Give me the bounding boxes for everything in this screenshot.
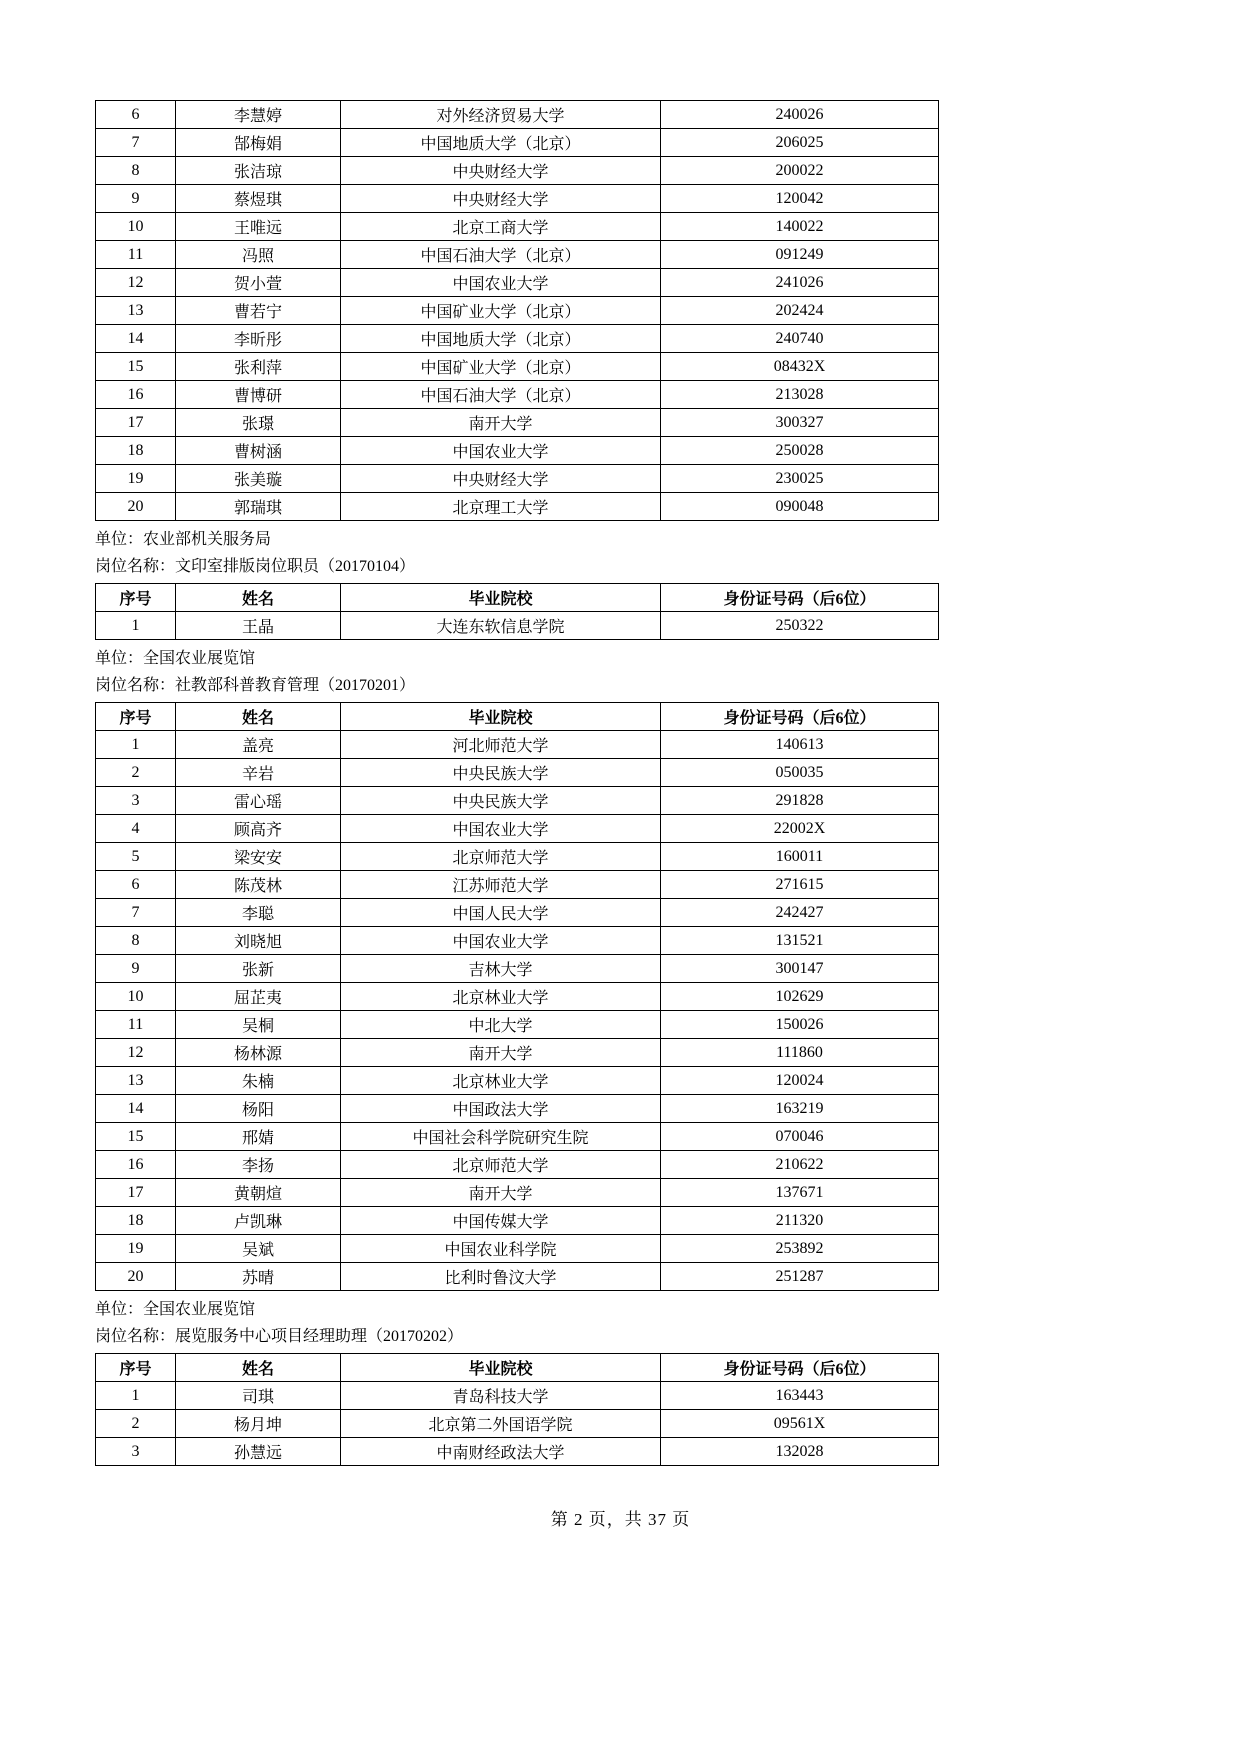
name-cell: 郜梅娟 xyxy=(176,129,341,157)
name-cell: 杨林源 xyxy=(176,1039,341,1067)
column-header: 毕业院校 xyxy=(341,1354,661,1382)
table-row xyxy=(96,409,939,437)
serial-cell: 19 xyxy=(96,1235,176,1263)
table-row xyxy=(96,1263,939,1291)
id-cell: 250322 xyxy=(661,612,939,640)
name-cell: 杨月坤 xyxy=(176,1410,341,1438)
serial-cell: 14 xyxy=(96,1095,176,1123)
school-cell: 中国人民大学 xyxy=(341,899,661,927)
school-cell: 北京师范大学 xyxy=(341,1151,661,1179)
name-cell: 司琪 xyxy=(176,1382,341,1410)
id-cell: 241026 xyxy=(661,269,939,297)
id-cell: 242427 xyxy=(661,899,939,927)
header-row xyxy=(96,703,939,731)
serial-cell: 6 xyxy=(96,101,176,129)
table-header xyxy=(96,584,939,612)
job-section xyxy=(95,521,938,640)
serial-cell: 4 xyxy=(96,815,176,843)
name-cell: 郭瑞琪 xyxy=(176,493,341,521)
school-cell: 吉林大学 xyxy=(341,955,661,983)
candidate-table xyxy=(95,583,939,640)
school-cell: 北京第二外国语学院 xyxy=(341,1410,661,1438)
name-cell: 顾高齐 xyxy=(176,815,341,843)
name-cell: 黄朝煊 xyxy=(176,1179,341,1207)
serial-cell: 9 xyxy=(96,185,176,213)
column-header: 序号 xyxy=(96,1354,176,1382)
name-cell: 孙慧远 xyxy=(176,1438,341,1466)
table-row xyxy=(96,843,939,871)
school-cell: 中国石油大学（北京） xyxy=(341,241,661,269)
serial-cell: 2 xyxy=(96,1410,176,1438)
serial-cell: 1 xyxy=(96,1382,176,1410)
table-row xyxy=(96,1410,939,1438)
name-cell: 辛岩 xyxy=(176,759,341,787)
school-cell: 中国农业大学 xyxy=(341,437,661,465)
name-cell: 卢凯琳 xyxy=(176,1207,341,1235)
school-cell: 中国社会科学院研究生院 xyxy=(341,1123,661,1151)
serial-cell: 16 xyxy=(96,1151,176,1179)
id-cell: 150026 xyxy=(661,1011,939,1039)
school-cell: 北京林业大学 xyxy=(341,983,661,1011)
name-cell: 王唯远 xyxy=(176,213,341,241)
id-cell: 230025 xyxy=(661,465,939,493)
school-cell: 中国政法大学 xyxy=(341,1095,661,1123)
name-cell: 张洁琼 xyxy=(176,157,341,185)
serial-cell: 16 xyxy=(96,381,176,409)
school-cell: 南开大学 xyxy=(341,1179,661,1207)
name-cell: 李聪 xyxy=(176,899,341,927)
id-cell: 163443 xyxy=(661,1382,939,1410)
serial-cell: 8 xyxy=(96,927,176,955)
id-cell: 163219 xyxy=(661,1095,939,1123)
job-section xyxy=(95,100,938,521)
school-cell: 北京工商大学 xyxy=(341,213,661,241)
serial-cell: 2 xyxy=(96,759,176,787)
serial-cell: 13 xyxy=(96,297,176,325)
name-cell: 冯照 xyxy=(176,241,341,269)
table-row xyxy=(96,1123,939,1151)
table-row xyxy=(96,465,939,493)
name-cell: 贺小萱 xyxy=(176,269,341,297)
serial-cell: 7 xyxy=(96,899,176,927)
id-cell: 102629 xyxy=(661,983,939,1011)
table-row xyxy=(96,787,939,815)
table-row xyxy=(96,1179,939,1207)
school-cell: 中国农业大学 xyxy=(341,815,661,843)
id-cell: 132028 xyxy=(661,1438,939,1466)
table-row xyxy=(96,241,939,269)
serial-cell: 13 xyxy=(96,1067,176,1095)
table-row xyxy=(96,899,939,927)
id-cell: 120042 xyxy=(661,185,939,213)
school-cell: 中南财经政法大学 xyxy=(341,1438,661,1466)
school-cell: 北京林业大学 xyxy=(341,1067,661,1095)
section-labels xyxy=(95,1291,938,1353)
unit-label: 单位：全国农业展览馆 xyxy=(95,1301,256,1318)
column-header: 序号 xyxy=(96,584,176,612)
id-cell: 251287 xyxy=(661,1263,939,1291)
table-row xyxy=(96,493,939,521)
serial-cell: 12 xyxy=(96,1039,176,1067)
section-labels xyxy=(95,640,938,702)
serial-cell: 9 xyxy=(96,955,176,983)
name-cell: 吴斌 xyxy=(176,1235,341,1263)
school-cell: 中国矿业大学（北京） xyxy=(341,353,661,381)
school-cell: 中国石油大学（北京） xyxy=(341,381,661,409)
page-footer: 第 2 页，共 37 页 xyxy=(550,1510,691,1529)
name-cell: 李扬 xyxy=(176,1151,341,1179)
table-row xyxy=(96,1039,939,1067)
school-cell: 中国地质大学（北京） xyxy=(341,129,661,157)
name-cell: 李慧婷 xyxy=(176,101,341,129)
table-body xyxy=(96,101,939,521)
table-row xyxy=(96,871,939,899)
id-cell: 091249 xyxy=(661,241,939,269)
serial-cell: 14 xyxy=(96,325,176,353)
table-header xyxy=(96,703,939,731)
name-cell: 张利萍 xyxy=(176,353,341,381)
school-cell: 中央财经大学 xyxy=(341,465,661,493)
job-section xyxy=(95,640,938,1291)
id-cell: 291828 xyxy=(661,787,939,815)
table-row xyxy=(96,1067,939,1095)
id-cell: 120024 xyxy=(661,1067,939,1095)
column-header: 姓名 xyxy=(176,584,341,612)
serial-cell: 11 xyxy=(96,1011,176,1039)
table-row xyxy=(96,101,939,129)
name-cell: 梁安安 xyxy=(176,843,341,871)
table-row xyxy=(96,955,939,983)
school-cell: 南开大学 xyxy=(341,1039,661,1067)
school-cell: 中央民族大学 xyxy=(341,787,661,815)
id-cell: 140613 xyxy=(661,731,939,759)
serial-cell: 15 xyxy=(96,353,176,381)
table-header xyxy=(96,1354,939,1382)
id-cell: 202424 xyxy=(661,297,939,325)
id-cell: 131521 xyxy=(661,927,939,955)
serial-cell: 10 xyxy=(96,983,176,1011)
id-cell: 206025 xyxy=(661,129,939,157)
serial-cell: 8 xyxy=(96,157,176,185)
serial-cell: 1 xyxy=(96,731,176,759)
school-cell: 中国农业科学院 xyxy=(341,1235,661,1263)
serial-cell: 11 xyxy=(96,241,176,269)
name-cell: 曹若宁 xyxy=(176,297,341,325)
serial-cell: 10 xyxy=(96,213,176,241)
table-row xyxy=(96,1151,939,1179)
name-cell: 杨阳 xyxy=(176,1095,341,1123)
column-header: 序号 xyxy=(96,703,176,731)
school-cell: 河北师范大学 xyxy=(341,731,661,759)
name-cell: 陈茂林 xyxy=(176,871,341,899)
name-cell: 张美璇 xyxy=(176,465,341,493)
name-cell: 吴桐 xyxy=(176,1011,341,1039)
table-body xyxy=(96,1382,939,1466)
candidate-table xyxy=(95,100,939,521)
position-label: 岗位名称：文印室排版岗位职员（20170104） xyxy=(95,558,416,575)
table-body xyxy=(96,731,939,1291)
name-cell: 张新 xyxy=(176,955,341,983)
school-cell: 中国矿业大学（北京） xyxy=(341,297,661,325)
serial-cell: 18 xyxy=(96,1207,176,1235)
id-cell: 240740 xyxy=(661,325,939,353)
id-cell: 211320 xyxy=(661,1207,939,1235)
column-header: 身份证号码（后6位） xyxy=(661,1354,939,1382)
table-row xyxy=(96,381,939,409)
school-cell: 比利时鲁汶大学 xyxy=(341,1263,661,1291)
school-cell: 中央财经大学 xyxy=(341,185,661,213)
name-cell: 蔡煜琪 xyxy=(176,185,341,213)
table-row xyxy=(96,983,939,1011)
table-row xyxy=(96,353,939,381)
school-cell: 对外经济贸易大学 xyxy=(341,101,661,129)
id-cell: 090048 xyxy=(661,493,939,521)
header-row xyxy=(96,584,939,612)
column-header: 姓名 xyxy=(176,1354,341,1382)
serial-cell: 19 xyxy=(96,465,176,493)
table-row xyxy=(96,1382,939,1410)
id-cell: 210622 xyxy=(661,1151,939,1179)
table-row xyxy=(96,213,939,241)
name-cell: 朱楠 xyxy=(176,1067,341,1095)
school-cell: 中国传媒大学 xyxy=(341,1207,661,1235)
serial-cell: 3 xyxy=(96,787,176,815)
id-cell: 200022 xyxy=(661,157,939,185)
table-row xyxy=(96,269,939,297)
school-cell: 中国农业大学 xyxy=(341,269,661,297)
table-row xyxy=(96,759,939,787)
position-label: 岗位名称：展览服务中心项目经理助理（20170202） xyxy=(95,1328,464,1345)
table-row xyxy=(96,185,939,213)
table-row xyxy=(96,1438,939,1466)
table-row xyxy=(96,731,939,759)
serial-cell: 12 xyxy=(96,269,176,297)
serial-cell: 7 xyxy=(96,129,176,157)
serial-cell: 6 xyxy=(96,871,176,899)
serial-cell: 3 xyxy=(96,1438,176,1466)
section-labels xyxy=(95,521,938,583)
id-cell: 213028 xyxy=(661,381,939,409)
column-header: 毕业院校 xyxy=(341,703,661,731)
school-cell: 中国地质大学（北京） xyxy=(341,325,661,353)
id-cell: 271615 xyxy=(661,871,939,899)
school-cell: 中北大学 xyxy=(341,1011,661,1039)
school-cell: 中央财经大学 xyxy=(341,157,661,185)
id-cell: 253892 xyxy=(661,1235,939,1263)
id-cell: 240026 xyxy=(661,101,939,129)
id-cell: 137671 xyxy=(661,1179,939,1207)
table-row xyxy=(96,1095,939,1123)
school-cell: 大连东软信息学院 xyxy=(341,612,661,640)
id-cell: 300147 xyxy=(661,955,939,983)
school-cell: 北京理工大学 xyxy=(341,493,661,521)
name-cell: 邢婧 xyxy=(176,1123,341,1151)
column-header: 毕业院校 xyxy=(341,584,661,612)
name-cell: 屈芷夷 xyxy=(176,983,341,1011)
serial-cell: 20 xyxy=(96,493,176,521)
name-cell: 张璟 xyxy=(176,409,341,437)
position-label: 岗位名称：社教部科普教育管理（20170201） xyxy=(95,677,416,694)
document-content xyxy=(95,100,938,1466)
column-header: 身份证号码（后6位） xyxy=(661,584,939,612)
id-cell: 22002X xyxy=(661,815,939,843)
name-cell: 王晶 xyxy=(176,612,341,640)
column-header: 姓名 xyxy=(176,703,341,731)
table-row xyxy=(96,297,939,325)
candidate-table xyxy=(95,1353,939,1466)
column-header: 身份证号码（后6位） xyxy=(661,703,939,731)
table-row xyxy=(96,437,939,465)
header-row xyxy=(96,1354,939,1382)
table-row xyxy=(96,927,939,955)
table-row xyxy=(96,1207,939,1235)
name-cell: 李昕彤 xyxy=(176,325,341,353)
unit-label: 单位：农业部机关服务局 xyxy=(95,531,272,548)
school-cell: 中国农业大学 xyxy=(341,927,661,955)
serial-cell: 18 xyxy=(96,437,176,465)
serial-cell: 17 xyxy=(96,1179,176,1207)
school-cell: 青岛科技大学 xyxy=(341,1382,661,1410)
name-cell: 盖亮 xyxy=(176,731,341,759)
id-cell: 250028 xyxy=(661,437,939,465)
serial-cell: 5 xyxy=(96,843,176,871)
table-row xyxy=(96,157,939,185)
id-cell: 09561X xyxy=(661,1410,939,1438)
unit-label: 单位：全国农业展览馆 xyxy=(95,650,256,667)
job-section xyxy=(95,1291,938,1466)
name-cell: 曹博研 xyxy=(176,381,341,409)
table-body xyxy=(96,612,939,640)
table-row xyxy=(96,1011,939,1039)
name-cell: 刘晓旭 xyxy=(176,927,341,955)
id-cell: 08432X xyxy=(661,353,939,381)
school-cell: 北京师范大学 xyxy=(341,843,661,871)
name-cell: 苏晴 xyxy=(176,1263,341,1291)
school-cell: 江苏师范大学 xyxy=(341,871,661,899)
serial-cell: 20 xyxy=(96,1263,176,1291)
id-cell: 140022 xyxy=(661,213,939,241)
name-cell: 曹树涵 xyxy=(176,437,341,465)
candidate-table xyxy=(95,702,939,1291)
id-cell: 160011 xyxy=(661,843,939,871)
serial-cell: 1 xyxy=(96,612,176,640)
id-cell: 300327 xyxy=(661,409,939,437)
id-cell: 050035 xyxy=(661,759,939,787)
school-cell: 中央民族大学 xyxy=(341,759,661,787)
name-cell: 雷心瑶 xyxy=(176,787,341,815)
table-row xyxy=(96,129,939,157)
serial-cell: 15 xyxy=(96,1123,176,1151)
table-row xyxy=(96,612,939,640)
table-row xyxy=(96,1235,939,1263)
serial-cell: 17 xyxy=(96,409,176,437)
table-row xyxy=(96,815,939,843)
id-cell: 070046 xyxy=(661,1123,939,1151)
table-row xyxy=(96,325,939,353)
school-cell: 南开大学 xyxy=(341,409,661,437)
id-cell: 111860 xyxy=(661,1039,939,1067)
